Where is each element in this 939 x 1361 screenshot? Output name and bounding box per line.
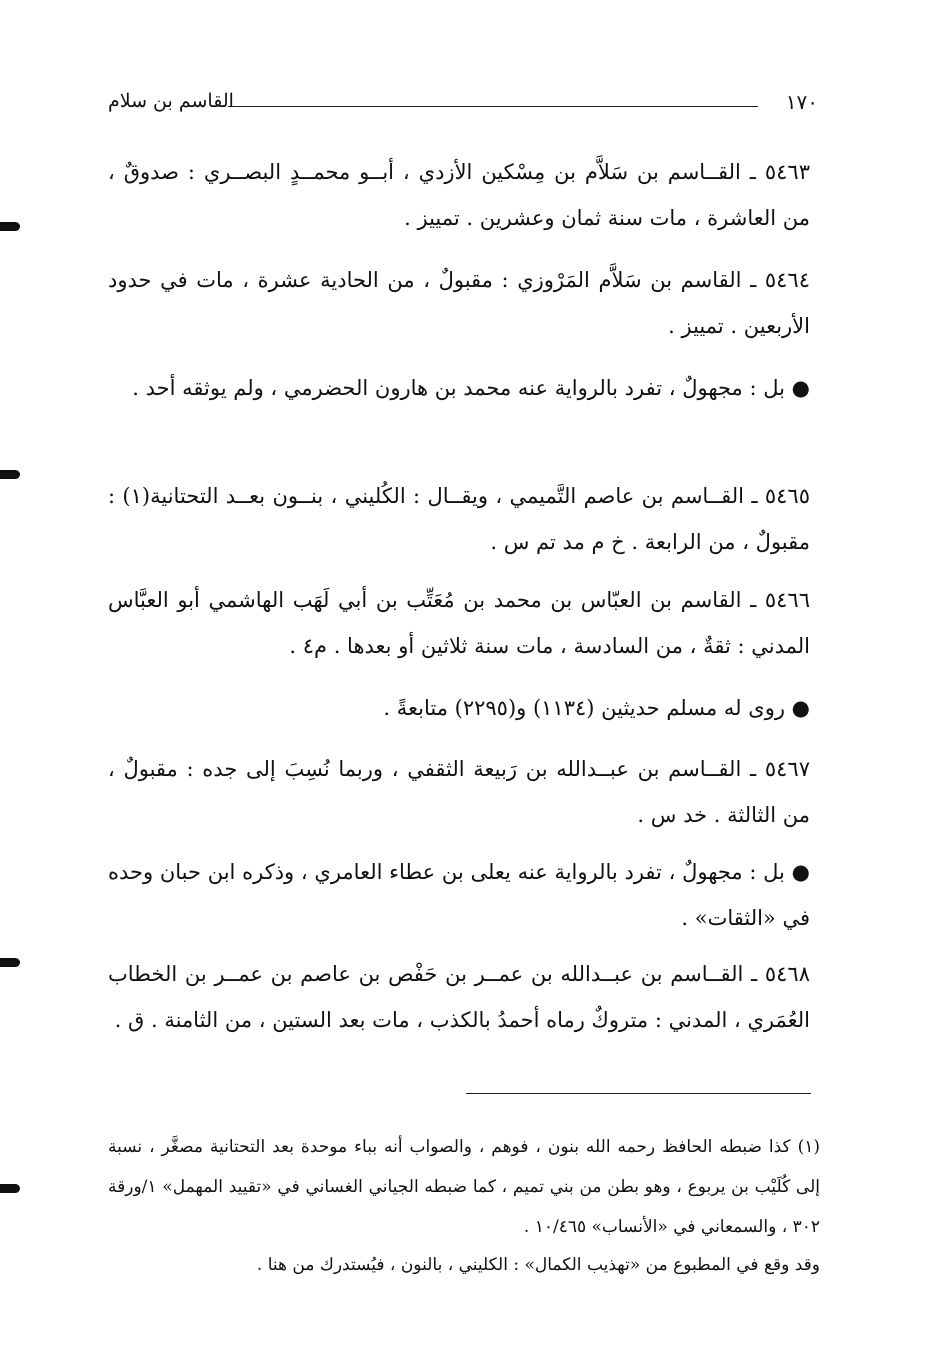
scan-edge-mark [0,958,20,967]
scan-edge-mark [0,222,20,231]
page-number: ١٧٠ [785,90,818,114]
footnote-rule [466,1093,811,1094]
entry-5467: ٥٤٦٧ ـ القــاسم بن عبــدالله بن رَبيعة الثقفي ، وربما نُسِبَ إلى جده : مقبولٌ ، من الثالثة . خد س . [108,757,810,827]
scan-edge-mark [0,470,20,479]
entry-5466: ٥٤٦٦ ـ القاسم بن العبّاس بن محمد بن مُعَتِّب بن أبي لَهَب الهاشمي أبو العبَّاس المدني : ثقةٌ ، من السادسة ، مات سنة ثلاثين أو بعدها . م٤ . [108,588,810,658]
footnote-1-continuation: وقد وقع في المطبوع من «تهذيب الكمال» : الكليني ، بالنون ، فيُستدرك من هنا . [256,1255,820,1275]
page-header [108,90,818,120]
commentary-text: بل : مجهولٌ ، تفرد بالرواية عنه يعلى بن عطاء العامري ، وذكره ابن حبان وحده في «الثقات» . [108,860,810,930]
commentary-5467 [108,849,810,941]
commentary-5466 [108,685,810,731]
commentary-5464 [108,365,810,411]
scan-edge-mark [0,1184,20,1193]
entry-5468: ٥٤٦٨ ـ القــاسم بن عبــدالله بن عمــر بن حَفْص بن عاصم بن عمــر بن الخطاب العُمَري ، المدني : متروكٌ رماه أحمدُ بالكذب ، مات بعد الستين ، من الثامنة . ق . [108,962,810,1032]
commentary-text: روى له مسلم حديثين (١١٣٤) و(٢٢٩٥) متابعةً . [383,696,785,720]
bullet-icon: ● [791,859,810,884]
entry-5465: ٥٤٦٥ ـ القــاسم بن عاصم التَّميمي ، ويقــال : الكُليني ، بنــون بعــد التحتانية(١) : مقبولٌ ، من الرابعة . خ م مد تم س . [108,484,810,554]
commentary-text: بل : مجهولٌ ، تفرد بالرواية عنه محمد بن هارون الحضرمي ، ولم يوثقه أحد . [132,376,785,400]
entry-5463: ٥٤٦٣ ـ القــاسم بن سَلاَّم بن مِسْكين الأزدي ، أبــو محمــدٍ البصــري : صدوقٌ ، من العاشرة ، مات سنة ثمان وعشرين . تمييز . [108,160,810,230]
running-title: القاسم بن سلام [108,90,234,112]
footnote-1: (١) كذا ضبطه الحافظ رحمه الله بنون ، فوهم ، والصواب أنه بباء موحدة بعد التحتانية مصغَّر ، نسبة إلى كُلَيْب بن يربوع ، وهو بطن من بني تميم ، كما ضبطه الجياني الغساني في «تقييد المهمل» ١/ورقة ٣٠٢ ، والسمعاني في «الأنساب» ١٠/٤٦٥ . [108,1137,820,1237]
header-rule [228,106,758,107]
entry-5464: ٥٤٦٤ ـ القاسم بن سَلاَّم المَرْوزي : مقبولٌ ، من الحادية عشرة ، مات في حدود الأربعين . تمييز . [108,268,810,338]
bullet-icon: ● [791,375,810,400]
bullet-icon: ● [791,695,810,720]
